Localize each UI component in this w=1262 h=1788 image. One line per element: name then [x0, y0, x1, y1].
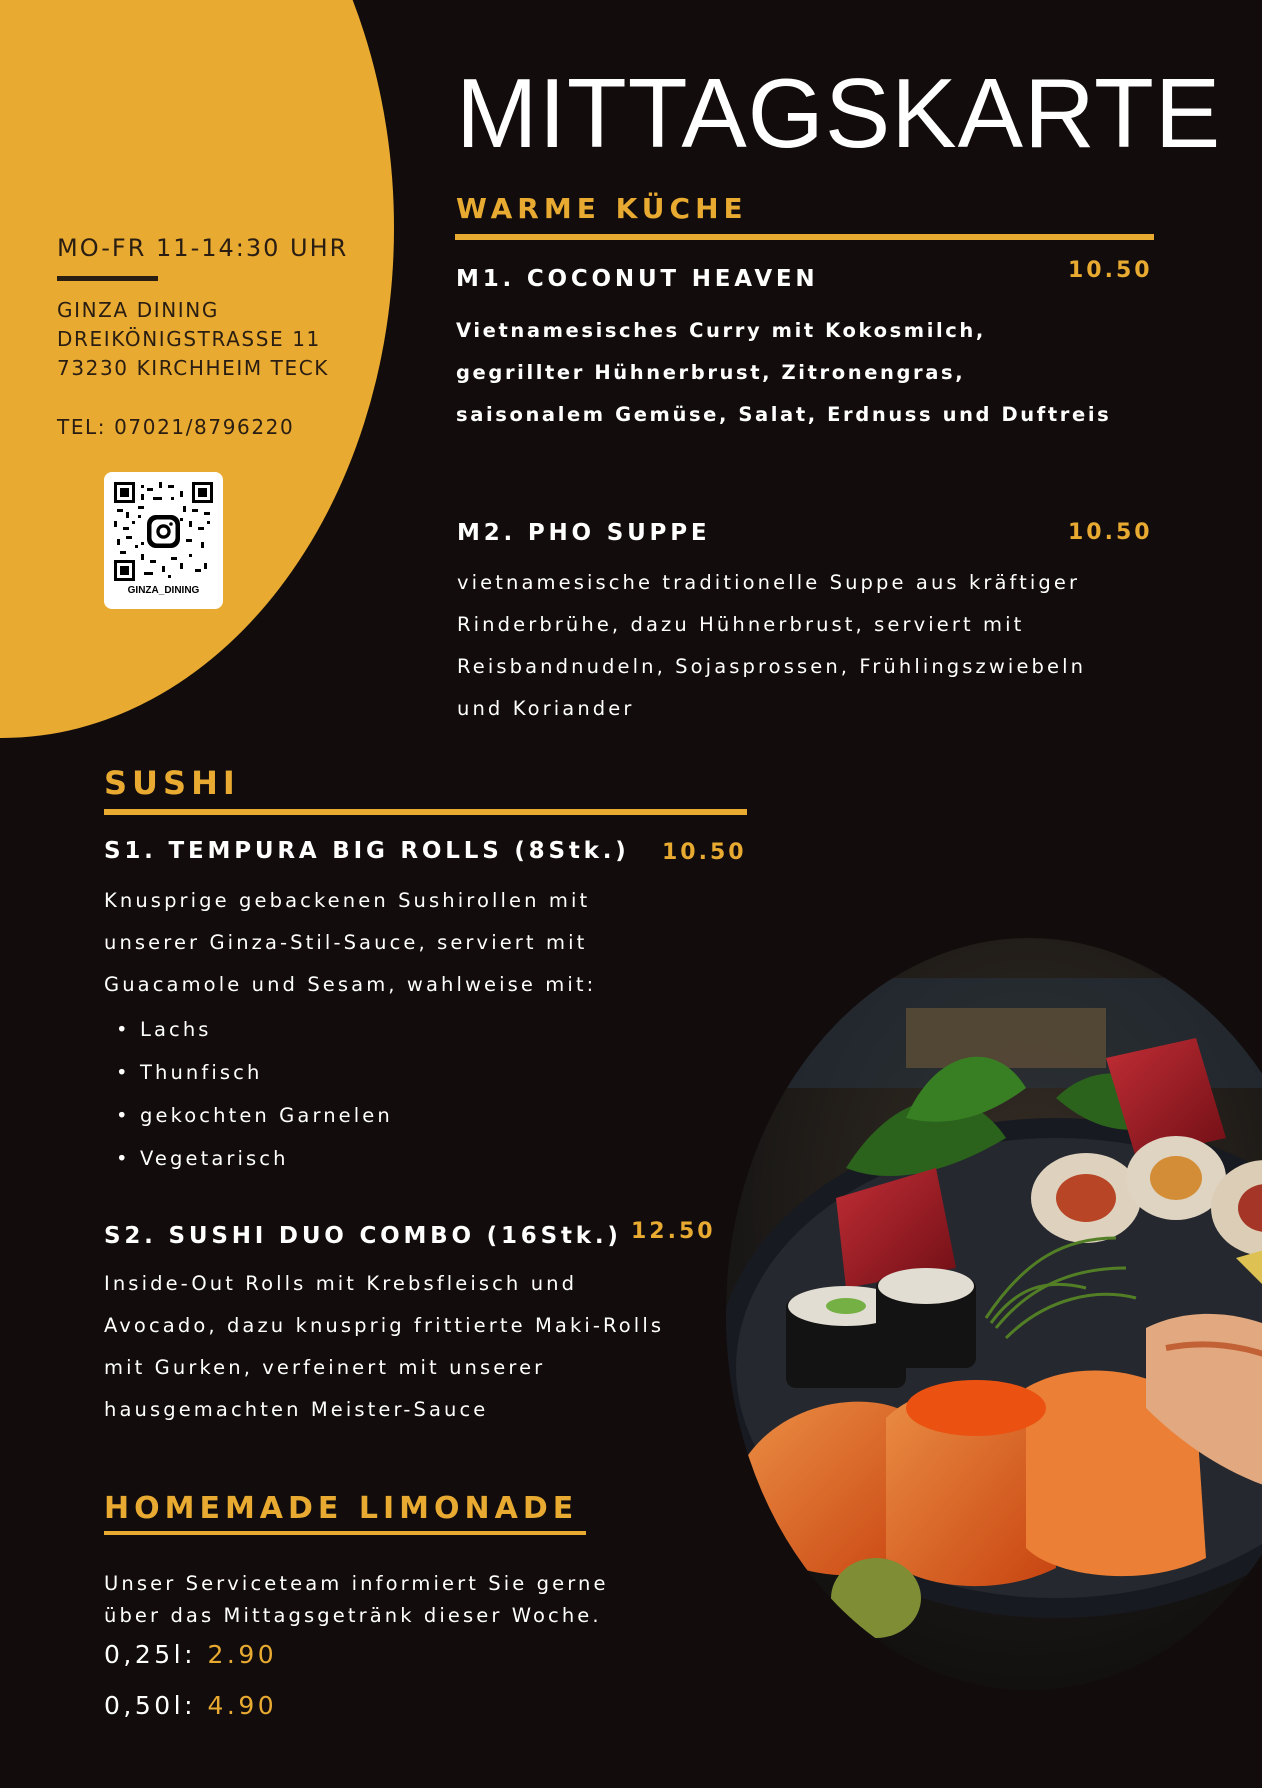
qr-code-icon	[114, 482, 213, 581]
menu-item-desc-m2: vietnamesische traditionelle Suppe aus kräftiger Rinderbrühe, dazu Hühnerbrust, serviert mit Reisbandnudeln, Sojasprossen, Frühlingszwiebeln und Koriander	[457, 571, 1087, 720]
opening-hours: MO-FR 11-14:30 UHR	[57, 234, 349, 262]
list-item: • Vegetarisch	[104, 1137, 393, 1180]
menu-item-price-m1: 10.50	[1068, 258, 1153, 283]
section-rule-sushi	[104, 809, 747, 815]
hours-underline	[57, 276, 158, 281]
list-item: • Thunfisch	[104, 1051, 393, 1094]
menu-item-price-s2: 12.50	[631, 1219, 716, 1244]
menu-item-price-s1: 10.50	[662, 840, 747, 865]
address-line-city: 73230 KIRCHHEIM TECK	[57, 356, 330, 380]
page-title: MITTAGSKARTE	[456, 58, 1222, 168]
menu-item-desc-s1: Knusprige gebackenen Sushirollen mit unserer Ginza-Stil-Sauce, serviert mit Guacamole und Sesam, wahlweise mit:	[104, 889, 597, 996]
menu-item-desc-s2: Inside-Out Rolls mit Krebsfleisch und Avocado, dazu knusprig frittierte Maki-Rolls mit Gurken, verfeinert mit unserer hausgemachten Meister-Sauce	[104, 1272, 665, 1421]
menu-item-price-m2: 10.50	[1068, 520, 1153, 545]
menu-item-name-s2: S2. SUSHI DUO COMBO (16Stk.)	[104, 1223, 622, 1249]
limonade-size-small: 0,25l: 2.90	[104, 1640, 278, 1669]
menu-item-name-m2: M2. PHO SUPPE	[457, 520, 711, 546]
address-line-name: GINZA DINING	[57, 298, 219, 322]
limonade-size-large: 0,50l: 4.90	[104, 1691, 278, 1720]
list-item: • gekochten Garnelen	[104, 1094, 393, 1137]
section-rule-limonade	[104, 1531, 586, 1535]
limonade-price-small: 2.90	[207, 1640, 278, 1669]
qr-label: GINZA_DINING	[127, 585, 200, 596]
address-line-street: DREIKÖNIGSTRASSE 11	[57, 327, 321, 351]
section-heading-limonade: HOMEMADE LIMONADE	[104, 1491, 579, 1526]
sushi-platter-image	[726, 938, 1262, 1690]
section-heading-warm: WARME KÜCHE	[456, 192, 748, 225]
phone-number: TEL: 07021/8796220	[57, 415, 295, 439]
section-rule-warm	[455, 234, 1154, 240]
limonade-desc: Unser Serviceteam informiert Sie gerne über das Mittagsgetränk dieser Woche.	[104, 1572, 609, 1627]
menu-item-desc-m1: Vietnamesisches Curry mit Kokosmilch, gegrillter Hühnerbrust, Zitronengras, saisonalem Gemüse, Salat, Erdnuss und Duftreis	[456, 319, 1112, 426]
limonade-price-large: 4.90	[207, 1691, 278, 1720]
menu-item-name-s1: S1. TEMPURA BIG ROLLS (8Stk.)	[104, 838, 630, 864]
instagram-qr-code[interactable]	[104, 472, 223, 609]
section-heading-sushi: SUSHI	[104, 764, 240, 802]
menu-item-name-m1: M1. COCONUT HEAVEN	[456, 266, 819, 292]
s1-options-list	[104, 1008, 393, 1180]
list-item: • Lachs	[104, 1008, 393, 1051]
